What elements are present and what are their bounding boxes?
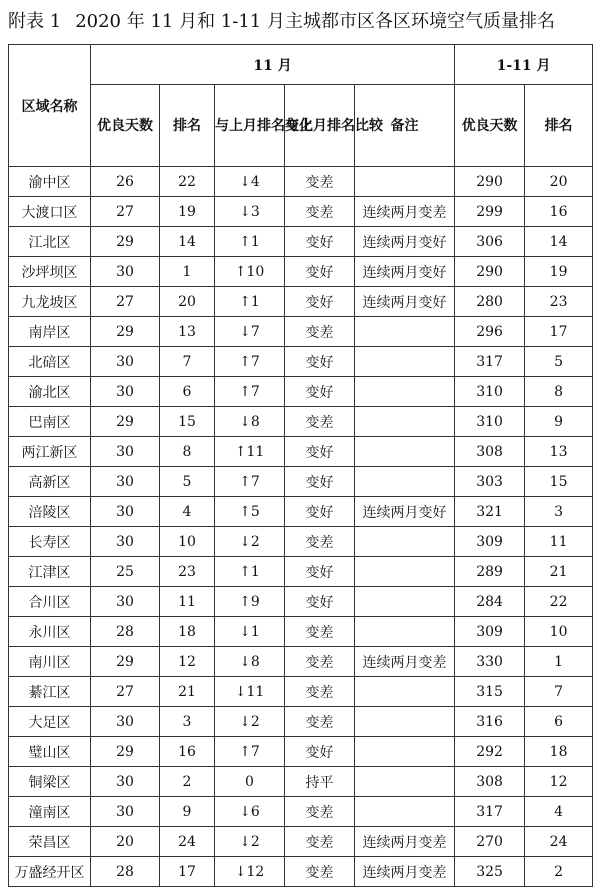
cell-ytd-rank: 13 <box>525 437 593 467</box>
cell-rank-compare: 变好 <box>285 737 355 767</box>
cell-rank: 16 <box>160 737 215 767</box>
cell-remark <box>355 437 455 467</box>
cell-good-days: 30 <box>91 437 160 467</box>
cell-region: 江北区 <box>9 227 91 257</box>
cell-region: 合川区 <box>9 587 91 617</box>
cell-rank-compare: 变好 <box>285 287 355 317</box>
table-number: 附表 1 <box>8 11 62 32</box>
cell-region: 江津区 <box>9 557 91 587</box>
cell-rank: 14 <box>160 227 215 257</box>
cell-remark: 连续两月变好 <box>355 497 455 527</box>
table-row <box>9 677 593 707</box>
cell-rank: 12 <box>160 647 215 677</box>
cell-remark: 连续两月变差 <box>355 197 455 227</box>
cell-good-days: 25 <box>91 557 160 587</box>
cell-rank: 20 <box>160 287 215 317</box>
cell-ytd-good-days: 292 <box>455 737 525 767</box>
cell-ytd-good-days: 317 <box>455 797 525 827</box>
header-remark: 备注 <box>355 85 455 167</box>
cell-rank: 4 <box>160 497 215 527</box>
cell-rank-change: ↑1 <box>215 287 285 317</box>
cell-ytd-rank: 12 <box>525 767 593 797</box>
cell-ytd-rank: 4 <box>525 797 593 827</box>
cell-rank: 9 <box>160 797 215 827</box>
cell-rank-change: ↓6 <box>215 797 285 827</box>
cell-remark <box>355 317 455 347</box>
cell-rank: 15 <box>160 407 215 437</box>
cell-rank: 6 <box>160 377 215 407</box>
table-row <box>9 557 593 587</box>
cell-rank-change: ↓2 <box>215 527 285 557</box>
header-ytd-rank: 排名 <box>525 85 593 167</box>
cell-ytd-good-days: 317 <box>455 347 525 377</box>
cell-region: 九龙坡区 <box>9 287 91 317</box>
table-row <box>9 407 593 437</box>
table-row <box>9 347 593 377</box>
header-region: 区域名称 <box>9 45 91 167</box>
cell-ytd-rank: 15 <box>525 467 593 497</box>
cell-rank-change: ↑7 <box>215 377 285 407</box>
cell-rank-compare: 变差 <box>285 167 355 197</box>
cell-good-days: 30 <box>91 497 160 527</box>
table-row <box>9 497 593 527</box>
cell-remark <box>355 587 455 617</box>
table-row <box>9 737 593 767</box>
header-year-to-date: 1-11 月 <box>455 45 593 85</box>
air-quality-ranking-table <box>8 44 593 887</box>
header-good-days: 优良天数 <box>91 85 160 167</box>
cell-rank: 17 <box>160 857 215 887</box>
cell-rank-compare: 变差 <box>285 827 355 857</box>
cell-ytd-rank: 21 <box>525 557 593 587</box>
cell-ytd-good-days: 299 <box>455 197 525 227</box>
cell-ytd-rank: 3 <box>525 497 593 527</box>
cell-good-days: 30 <box>91 707 160 737</box>
cell-good-days: 29 <box>91 227 160 257</box>
cell-ytd-good-days: 289 <box>455 557 525 587</box>
cell-region: 巴南区 <box>9 407 91 437</box>
cell-ytd-good-days: 303 <box>455 467 525 497</box>
cell-region: 沙坪坝区 <box>9 257 91 287</box>
cell-remark: 连续两月变差 <box>355 647 455 677</box>
cell-rank-compare: 变好 <box>285 257 355 287</box>
cell-good-days: 30 <box>91 377 160 407</box>
cell-rank-change: 0 <box>215 767 285 797</box>
cell-ytd-good-days: 280 <box>455 287 525 317</box>
cell-region: 两江新区 <box>9 437 91 467</box>
cell-remark: 连续两月变好 <box>355 287 455 317</box>
cell-region: 潼南区 <box>9 797 91 827</box>
cell-ytd-rank: 6 <box>525 707 593 737</box>
cell-good-days: 29 <box>91 737 160 767</box>
cell-ytd-good-days: 308 <box>455 437 525 467</box>
cell-ytd-good-days: 309 <box>455 617 525 647</box>
cell-region: 璧山区 <box>9 737 91 767</box>
table-row <box>9 797 593 827</box>
cell-good-days: 28 <box>91 857 160 887</box>
cell-rank-change: ↑10 <box>215 257 285 287</box>
header-rank-change: 与上月排名变化 <box>215 85 285 167</box>
table-row <box>9 767 593 797</box>
cell-region: 綦江区 <box>9 677 91 707</box>
cell-rank-compare: 变差 <box>285 407 355 437</box>
cell-remark <box>355 797 455 827</box>
cell-rank-change: ↑1 <box>215 557 285 587</box>
cell-rank-change: ↓2 <box>215 707 285 737</box>
table-row <box>9 617 593 647</box>
table-row <box>9 587 593 617</box>
cell-region: 荣昌区 <box>9 827 91 857</box>
cell-ytd-good-days: 330 <box>455 647 525 677</box>
cell-rank-compare: 变好 <box>285 227 355 257</box>
cell-rank-change: ↓8 <box>215 407 285 437</box>
table-row <box>9 197 593 227</box>
cell-ytd-good-days: 310 <box>455 407 525 437</box>
table-row <box>9 707 593 737</box>
table-row <box>9 647 593 677</box>
cell-ytd-good-days: 284 <box>455 587 525 617</box>
cell-ytd-rank: 9 <box>525 407 593 437</box>
cell-rank-compare: 变差 <box>285 647 355 677</box>
cell-ytd-rank: 5 <box>525 347 593 377</box>
cell-region: 北碚区 <box>9 347 91 377</box>
cell-rank: 19 <box>160 197 215 227</box>
cell-remark: 连续两月变差 <box>355 827 455 857</box>
cell-good-days: 27 <box>91 197 160 227</box>
cell-region: 高新区 <box>9 467 91 497</box>
cell-good-days: 29 <box>91 647 160 677</box>
table-row <box>9 317 593 347</box>
cell-rank: 18 <box>160 617 215 647</box>
cell-remark <box>355 617 455 647</box>
cell-good-days: 30 <box>91 467 160 497</box>
cell-ytd-good-days: 270 <box>455 827 525 857</box>
cell-ytd-rank: 22 <box>525 587 593 617</box>
cell-ytd-rank: 1 <box>525 647 593 677</box>
cell-rank-compare: 变差 <box>285 707 355 737</box>
table-row <box>9 467 593 497</box>
cell-rank-change: ↑7 <box>215 347 285 377</box>
table-title-text: 2020 年 11 月和 1-11 月主城都市区各区环境空气质量排名 <box>75 11 555 32</box>
cell-remark <box>355 767 455 797</box>
table-row <box>9 287 593 317</box>
cell-rank: 10 <box>160 527 215 557</box>
cell-ytd-rank: 20 <box>525 167 593 197</box>
cell-rank: 23 <box>160 557 215 587</box>
cell-ytd-rank: 16 <box>525 197 593 227</box>
cell-region: 大足区 <box>9 707 91 737</box>
cell-rank-compare: 持平 <box>285 767 355 797</box>
cell-good-days: 28 <box>91 617 160 647</box>
table-row <box>9 857 593 887</box>
cell-rank-change: ↓4 <box>215 167 285 197</box>
cell-rank-compare: 变好 <box>285 437 355 467</box>
cell-remark <box>355 407 455 437</box>
table-row <box>9 437 593 467</box>
cell-region: 渝北区 <box>9 377 91 407</box>
cell-region: 万盛经开区 <box>9 857 91 887</box>
table-row <box>9 227 593 257</box>
cell-rank-compare: 变差 <box>285 857 355 887</box>
cell-region: 南岸区 <box>9 317 91 347</box>
cell-good-days: 29 <box>91 407 160 437</box>
cell-remark <box>355 467 455 497</box>
cell-rank: 8 <box>160 437 215 467</box>
cell-remark <box>355 377 455 407</box>
cell-rank-compare: 变差 <box>285 797 355 827</box>
cell-rank-compare: 变好 <box>285 587 355 617</box>
cell-good-days: 27 <box>91 677 160 707</box>
table-title <box>8 8 596 36</box>
cell-ytd-rank: 14 <box>525 227 593 257</box>
cell-good-days: 26 <box>91 167 160 197</box>
cell-rank-compare: 变好 <box>285 347 355 377</box>
cell-remark <box>355 707 455 737</box>
cell-remark: 连续两月变好 <box>355 227 455 257</box>
table-row <box>9 377 593 407</box>
cell-ytd-good-days: 325 <box>455 857 525 887</box>
cell-rank-compare: 变差 <box>285 677 355 707</box>
cell-ytd-good-days: 296 <box>455 317 525 347</box>
table-row <box>9 257 593 287</box>
cell-rank: 2 <box>160 767 215 797</box>
cell-rank-change: ↓7 <box>215 317 285 347</box>
cell-rank-compare: 变好 <box>285 557 355 587</box>
cell-ytd-rank: 8 <box>525 377 593 407</box>
table-body <box>9 167 593 887</box>
cell-region: 南川区 <box>9 647 91 677</box>
cell-ytd-good-days: 308 <box>455 767 525 797</box>
cell-rank-change: ↓3 <box>215 197 285 227</box>
cell-rank-change: ↓2 <box>215 827 285 857</box>
header-rank-compare: 与上月排名比较 <box>285 85 355 167</box>
cell-rank: 22 <box>160 167 215 197</box>
cell-rank: 1 <box>160 257 215 287</box>
cell-remark <box>355 557 455 587</box>
cell-rank: 5 <box>160 467 215 497</box>
cell-rank-change: ↑9 <box>215 587 285 617</box>
cell-rank-compare: 变差 <box>285 527 355 557</box>
cell-region: 渝中区 <box>9 167 91 197</box>
cell-ytd-good-days: 315 <box>455 677 525 707</box>
cell-rank: 7 <box>160 347 215 377</box>
cell-ytd-rank: 2 <box>525 857 593 887</box>
cell-rank-change: ↑7 <box>215 467 285 497</box>
cell-good-days: 30 <box>91 347 160 377</box>
cell-rank-compare: 变好 <box>285 467 355 497</box>
cell-good-days: 20 <box>91 827 160 857</box>
cell-region: 永川区 <box>9 617 91 647</box>
cell-good-days: 30 <box>91 797 160 827</box>
cell-region: 涪陵区 <box>9 497 91 527</box>
cell-rank-change: ↓8 <box>215 647 285 677</box>
cell-good-days: 30 <box>91 527 160 557</box>
cell-ytd-rank: 10 <box>525 617 593 647</box>
header-november: 11 月 <box>91 45 455 85</box>
cell-region: 长寿区 <box>9 527 91 557</box>
cell-ytd-good-days: 309 <box>455 527 525 557</box>
cell-ytd-good-days: 310 <box>455 377 525 407</box>
cell-ytd-good-days: 290 <box>455 257 525 287</box>
cell-ytd-good-days: 290 <box>455 167 525 197</box>
cell-ytd-rank: 17 <box>525 317 593 347</box>
cell-region: 大渡口区 <box>9 197 91 227</box>
cell-ytd-rank: 24 <box>525 827 593 857</box>
cell-rank-change: ↓12 <box>215 857 285 887</box>
cell-rank-change: ↑7 <box>215 737 285 767</box>
cell-good-days: 29 <box>91 317 160 347</box>
cell-rank-change: ↑11 <box>215 437 285 467</box>
table-row <box>9 167 593 197</box>
cell-rank: 21 <box>160 677 215 707</box>
cell-rank-change: ↑1 <box>215 227 285 257</box>
cell-rank-compare: 变差 <box>285 317 355 347</box>
cell-rank-change: ↓1 <box>215 617 285 647</box>
cell-ytd-rank: 18 <box>525 737 593 767</box>
cell-remark: 连续两月变差 <box>355 857 455 887</box>
cell-ytd-rank: 7 <box>525 677 593 707</box>
cell-ytd-rank: 23 <box>525 287 593 317</box>
cell-ytd-good-days: 306 <box>455 227 525 257</box>
header-rank: 排名 <box>160 85 215 167</box>
cell-ytd-rank: 19 <box>525 257 593 287</box>
table-row <box>9 827 593 857</box>
cell-ytd-good-days: 316 <box>455 707 525 737</box>
cell-good-days: 27 <box>91 287 160 317</box>
cell-rank-compare: 变差 <box>285 197 355 227</box>
cell-rank-compare: 变好 <box>285 497 355 527</box>
cell-ytd-good-days: 321 <box>455 497 525 527</box>
cell-rank: 13 <box>160 317 215 347</box>
cell-rank-compare: 变好 <box>285 377 355 407</box>
table-row <box>9 527 593 557</box>
cell-rank: 3 <box>160 707 215 737</box>
cell-rank-change: ↓11 <box>215 677 285 707</box>
cell-remark <box>355 737 455 767</box>
cell-good-days: 30 <box>91 767 160 797</box>
cell-remark: 连续两月变好 <box>355 257 455 287</box>
cell-region: 铜梁区 <box>9 767 91 797</box>
cell-rank-change: ↑5 <box>215 497 285 527</box>
cell-remark <box>355 527 455 557</box>
cell-remark <box>355 167 455 197</box>
cell-remark <box>355 347 455 377</box>
header-ytd-good-days: 优良天数 <box>455 85 525 167</box>
cell-good-days: 30 <box>91 587 160 617</box>
cell-rank: 24 <box>160 827 215 857</box>
cell-rank-compare: 变差 <box>285 617 355 647</box>
cell-rank: 11 <box>160 587 215 617</box>
cell-ytd-rank: 11 <box>525 527 593 557</box>
cell-remark <box>355 677 455 707</box>
cell-good-days: 30 <box>91 257 160 287</box>
